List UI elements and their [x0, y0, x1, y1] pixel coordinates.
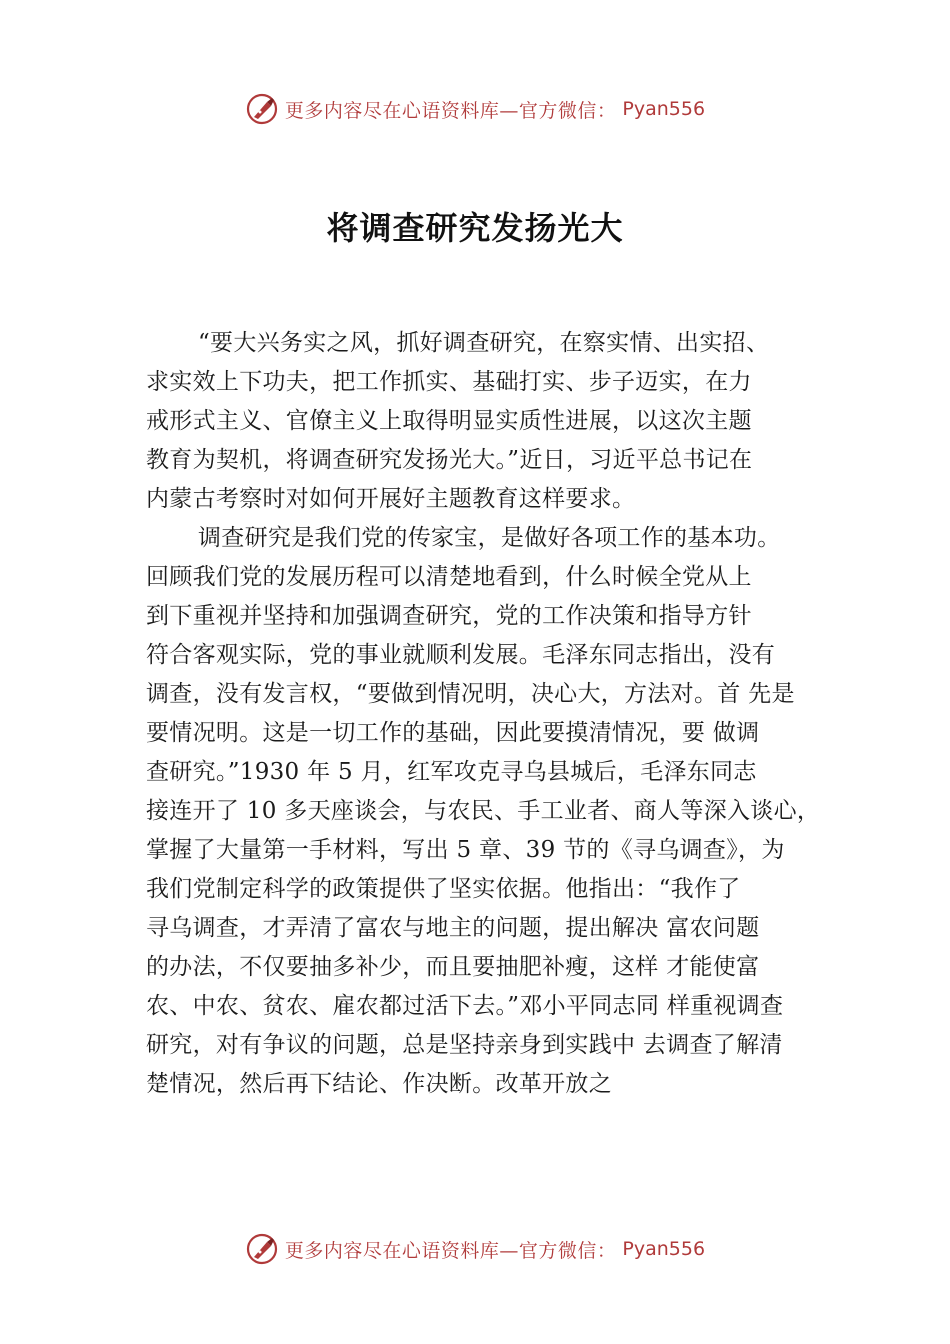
text-line: 接连开了 10 多天座谈会，与农民、手工业者、商人等深入谈心，: [146, 798, 821, 824]
text-line: 到下重视并坚持和加强调查研究，党的工作决策和指导方针: [146, 603, 752, 629]
text-line: 求实效上下功夫，把工作抓实、基础打实、步子迈实，在力: [146, 369, 752, 395]
footer-banner: [0, 1232, 950, 1266]
footer-wechat-id: Pyan556: [622, 1238, 706, 1260]
text-line: 掌握了大量第一手材料，写出 5 章、39 节的《寻乌调查》，为: [146, 837, 785, 863]
text-line: 回顾我们党的发展历程可以清楚地看到，什么时候全党从上: [146, 564, 752, 590]
text-line: 的办法，不仅要抽多补少，而且要抽肥补瘦，这样 才能使富: [146, 954, 760, 980]
text-line: 调查，没有发言权，“要做到情况明，决心大，方法对。首 先是: [146, 681, 795, 707]
text-line: 调查研究是我们党的传家宝，是做好各项工作的基本功。: [198, 525, 781, 551]
text-line: 教育为契机，将调查研究发扬光大。”近日，习近平总书记在: [146, 447, 753, 473]
text-line: 内蒙古考察时对如何开展好主题教育这样要求。: [146, 486, 636, 512]
text-line: 要情况明。这是一切工作的基础，因此要摸清情况，要 做调: [146, 720, 760, 746]
text-line: “要大兴务实之风，抓好调查研究，在察实情、出实招、: [198, 330, 770, 356]
text-line: 研究，对有争议的问题，总是坚持亲身到实践中 去调查了解清: [146, 1032, 783, 1058]
pen-nib-logo-icon: [245, 92, 279, 126]
text-line: 戒形式主义、官僚主义上取得明显实质性进展，以这次主题: [146, 408, 752, 434]
text-line: 查研究。”1930 年 5 月，红军攻克寻乌县城后，毛泽东同志: [146, 759, 757, 785]
text-line: 楚情况，然后再下结论、作决断。改革开放之: [146, 1071, 612, 1097]
footer-banner-text: 更多内容尽在心语资料库—官方微信：: [284, 1239, 617, 1262]
text-line: 农、中农、贫农、雇农都过活下去。”邓小平同志同 样重视调查: [146, 993, 784, 1019]
article-body: [146, 324, 836, 1104]
text-line: 我们党制定科学的政策提供了坚实依据。他指出：“我作了: [146, 876, 741, 902]
header-banner: [0, 92, 950, 126]
text-line: 符合客观实际，党的事业就顺利发展。毛泽东同志指出，没有: [146, 642, 776, 668]
page-title: 将调查研究发扬光大: [326, 209, 624, 247]
text-line: 寻乌调查，才弄清了富农与地主的问题，提出解决 富农问题: [146, 915, 760, 941]
header-banner-text: 更多内容尽在心语资料库—官方微信：: [284, 99, 617, 122]
pen-nib-logo-icon: [245, 1232, 279, 1266]
header-wechat-id: Pyan556: [622, 98, 706, 120]
